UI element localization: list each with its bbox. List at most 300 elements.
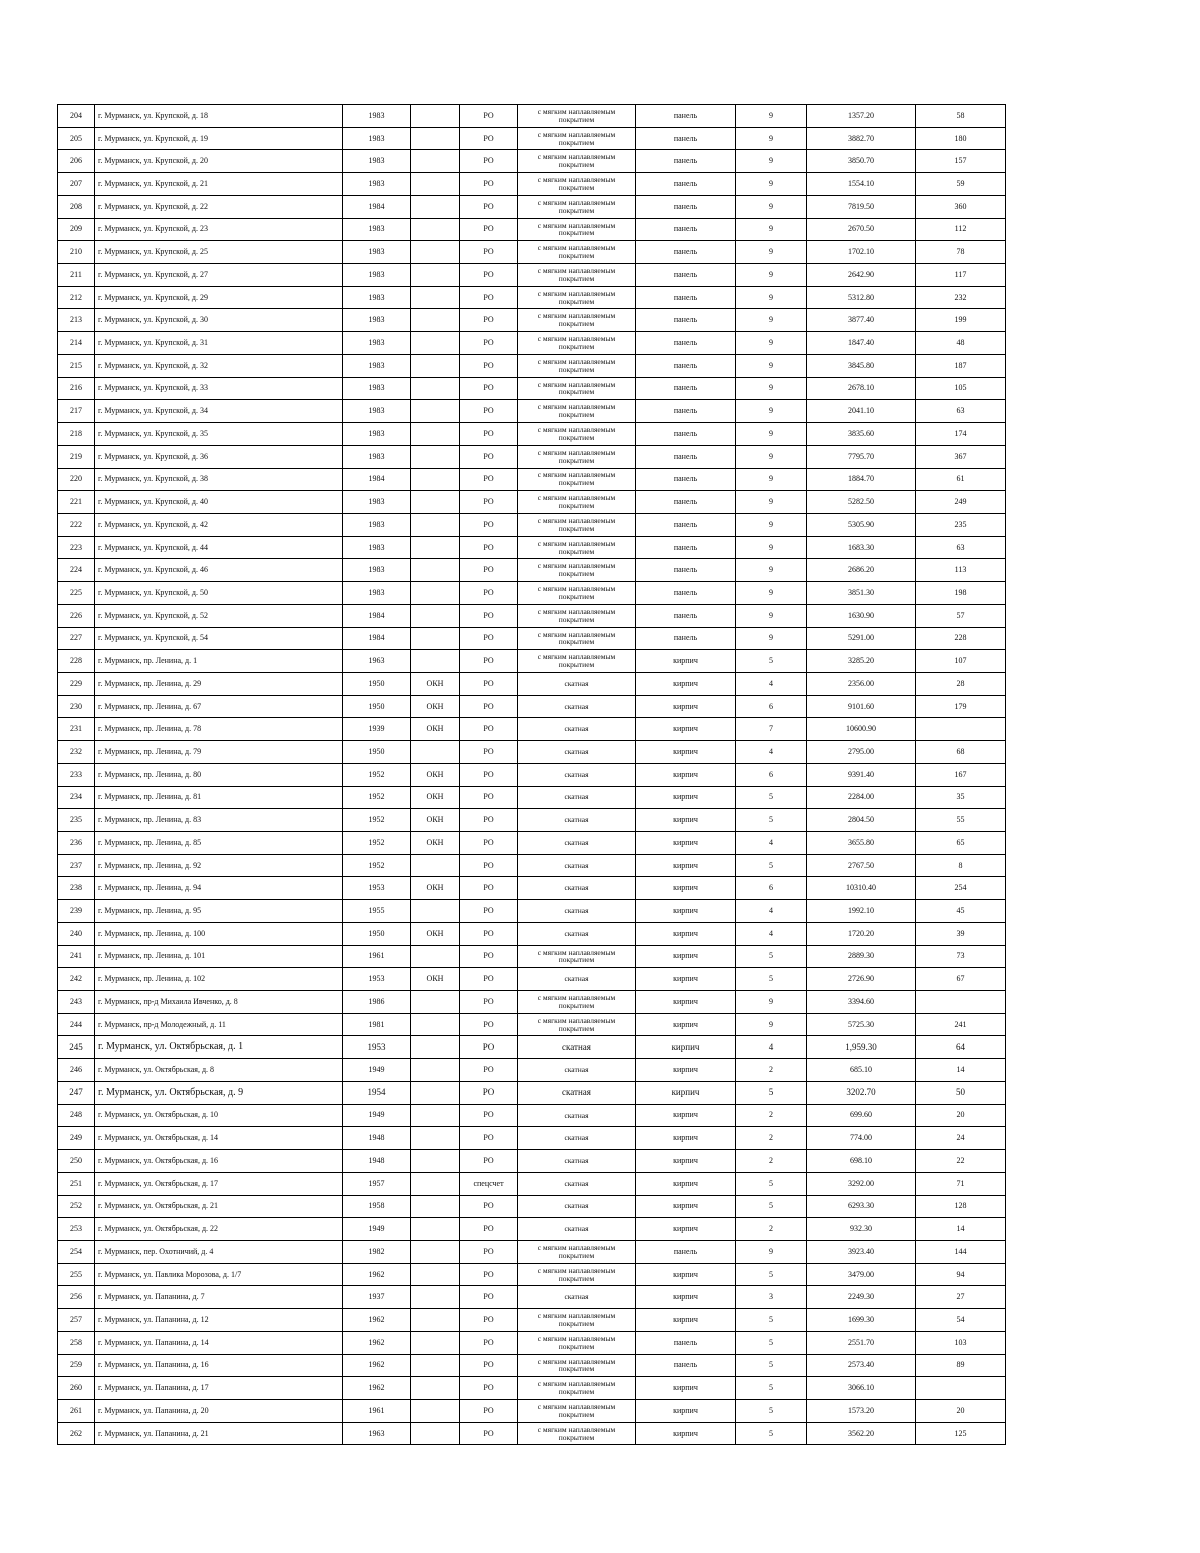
address-cell: г. Мурманск, ул. Крупской, д. 32 bbox=[95, 354, 343, 377]
floors-cell: 4 bbox=[736, 1036, 807, 1059]
fund-cell: РО bbox=[460, 286, 518, 309]
area-cell: 3835.60 bbox=[807, 423, 916, 446]
table-row bbox=[58, 377, 1006, 400]
roof-type-cell: скатная bbox=[518, 1286, 636, 1309]
area-cell: 1699.30 bbox=[807, 1309, 916, 1332]
roof-type-cell: скатная bbox=[518, 809, 636, 832]
address-cell: г. Мурманск, пр. Ленина, д. 78 bbox=[95, 718, 343, 741]
floors-cell: 5 bbox=[736, 650, 807, 673]
wall-material-cell: кирпич bbox=[636, 1286, 736, 1309]
roof-type-cell: скатная bbox=[518, 1150, 636, 1173]
table-row bbox=[58, 400, 1006, 423]
heritage-cell bbox=[411, 173, 460, 196]
address-cell: г. Мурманск, пр. Ленина, д. 101 bbox=[95, 945, 343, 968]
wall-material-cell: панель bbox=[636, 264, 736, 287]
residents-cell: 198 bbox=[916, 582, 1006, 605]
row-number-cell: 256 bbox=[58, 1286, 95, 1309]
year-cell: 1961 bbox=[343, 945, 411, 968]
row-number-cell: 239 bbox=[58, 900, 95, 923]
year-cell: 1983 bbox=[343, 309, 411, 332]
address-cell: г. Мурманск, ул. Крупской, д. 30 bbox=[95, 309, 343, 332]
floors-cell: 9 bbox=[736, 991, 807, 1014]
wall-material-cell: панель bbox=[636, 536, 736, 559]
wall-material-cell: панель bbox=[636, 150, 736, 173]
address-cell: г. Мурманск, ул. Крупской, д. 50 bbox=[95, 582, 343, 605]
row-number-cell: 236 bbox=[58, 832, 95, 855]
floors-cell: 9 bbox=[736, 377, 807, 400]
floors-cell: 9 bbox=[736, 218, 807, 241]
table-row bbox=[58, 150, 1006, 173]
year-cell: 1983 bbox=[343, 354, 411, 377]
heritage-cell bbox=[411, 945, 460, 968]
table-row bbox=[58, 513, 1006, 536]
residents-cell: 50 bbox=[916, 1081, 1006, 1104]
wall-material-cell: панель bbox=[636, 400, 736, 423]
wall-material-cell: кирпич bbox=[636, 718, 736, 741]
year-cell: 1949 bbox=[343, 1104, 411, 1127]
area-cell: 1720.20 bbox=[807, 922, 916, 945]
year-cell: 1983 bbox=[343, 536, 411, 559]
roof-type-cell: скатная bbox=[518, 900, 636, 923]
floors-cell: 9 bbox=[736, 241, 807, 264]
table-row bbox=[58, 218, 1006, 241]
area-cell: 5725.30 bbox=[807, 1013, 916, 1036]
address-cell: г. Мурманск, ул. Крупской, д. 44 bbox=[95, 536, 343, 559]
roof-type-cell: с мягким наплавляемым покрытием bbox=[518, 332, 636, 355]
table-row bbox=[58, 900, 1006, 923]
fund-cell: РО bbox=[460, 1081, 518, 1104]
roof-type-cell: с мягким наплавляемым покрытием bbox=[518, 1263, 636, 1286]
heritage-cell: ОКН bbox=[411, 786, 460, 809]
floors-cell: 9 bbox=[736, 332, 807, 355]
area-cell: 3851.30 bbox=[807, 582, 916, 605]
fund-cell: РО bbox=[460, 968, 518, 991]
year-cell: 1963 bbox=[343, 650, 411, 673]
row-number-cell: 205 bbox=[58, 127, 95, 150]
heritage-cell bbox=[411, 1377, 460, 1400]
roof-type-cell: скатная bbox=[518, 763, 636, 786]
address-cell: г. Мурманск, ул. Папанина, д. 16 bbox=[95, 1354, 343, 1377]
residents-cell: 54 bbox=[916, 1309, 1006, 1332]
roof-type-cell: с мягким наплавляемым покрытием bbox=[518, 559, 636, 582]
row-number-cell: 224 bbox=[58, 559, 95, 582]
area-cell: 3292.00 bbox=[807, 1172, 916, 1195]
wall-material-cell: кирпич bbox=[636, 1059, 736, 1082]
wall-material-cell: кирпич bbox=[636, 650, 736, 673]
table-row bbox=[58, 1399, 1006, 1422]
fund-cell: РО bbox=[460, 1036, 518, 1059]
floors-cell: 5 bbox=[736, 1081, 807, 1104]
roof-type-cell: скатная bbox=[518, 854, 636, 877]
row-number-cell: 212 bbox=[58, 286, 95, 309]
fund-cell: РО bbox=[460, 264, 518, 287]
row-number-cell: 240 bbox=[58, 922, 95, 945]
wall-material-cell: кирпич bbox=[636, 1195, 736, 1218]
residents-cell: 157 bbox=[916, 150, 1006, 173]
fund-cell: РО bbox=[460, 1399, 518, 1422]
residents-cell: 68 bbox=[916, 741, 1006, 764]
residents-cell: 199 bbox=[916, 309, 1006, 332]
address-cell: г. Мурманск, ул. Папанина, д. 20 bbox=[95, 1399, 343, 1422]
wall-material-cell: панель bbox=[636, 173, 736, 196]
floors-cell: 5 bbox=[736, 809, 807, 832]
address-cell: г. Мурманск, ул. Крупской, д. 20 bbox=[95, 150, 343, 173]
address-cell: г. Мурманск, ул. Крупской, д. 38 bbox=[95, 468, 343, 491]
heritage-cell bbox=[411, 1104, 460, 1127]
floors-cell: 5 bbox=[736, 854, 807, 877]
area-cell: 2284.00 bbox=[807, 786, 916, 809]
floors-cell: 9 bbox=[736, 513, 807, 536]
fund-cell: РО bbox=[460, 354, 518, 377]
wall-material-cell: панель bbox=[636, 559, 736, 582]
residents-cell: 235 bbox=[916, 513, 1006, 536]
heritage-cell bbox=[411, 309, 460, 332]
residents-cell: 73 bbox=[916, 945, 1006, 968]
year-cell: 1983 bbox=[343, 218, 411, 241]
area-cell: 2678.10 bbox=[807, 377, 916, 400]
floors-cell: 2 bbox=[736, 1127, 807, 1150]
residents-cell: 8 bbox=[916, 854, 1006, 877]
address-cell: г. Мурманск, ул. Крупской, д. 18 bbox=[95, 105, 343, 128]
roof-type-cell: скатная bbox=[518, 1218, 636, 1241]
fund-cell: РО bbox=[460, 423, 518, 446]
address-cell: г. Мурманск, ул. Крупской, д. 19 bbox=[95, 127, 343, 150]
fund-cell: РО bbox=[460, 741, 518, 764]
heritage-cell bbox=[411, 1399, 460, 1422]
floors-cell: 5 bbox=[736, 968, 807, 991]
roof-type-cell: с мягким наплавляемым покрытием bbox=[518, 423, 636, 446]
wall-material-cell: кирпич bbox=[636, 809, 736, 832]
year-cell: 1986 bbox=[343, 991, 411, 1014]
floors-cell: 5 bbox=[736, 786, 807, 809]
row-number-cell: 226 bbox=[58, 604, 95, 627]
fund-cell: РО bbox=[460, 1240, 518, 1263]
fund-cell: РО bbox=[460, 763, 518, 786]
year-cell: 1982 bbox=[343, 1240, 411, 1263]
row-number-cell: 218 bbox=[58, 423, 95, 446]
roof-type-cell: скатная bbox=[518, 1081, 636, 1104]
address-cell: г. Мурманск, ул. Октябрьская, д. 9 bbox=[95, 1081, 343, 1104]
heritage-cell: ОКН bbox=[411, 922, 460, 945]
fund-cell: РО bbox=[460, 627, 518, 650]
year-cell: 1984 bbox=[343, 627, 411, 650]
roof-type-cell: скатная bbox=[518, 741, 636, 764]
floors-cell: 4 bbox=[736, 900, 807, 923]
table-row bbox=[58, 536, 1006, 559]
residents-cell: 65 bbox=[916, 832, 1006, 855]
fund-cell: РО bbox=[460, 536, 518, 559]
heritage-cell bbox=[411, 1059, 460, 1082]
table-row bbox=[58, 1172, 1006, 1195]
heritage-cell bbox=[411, 559, 460, 582]
area-cell: 3285.20 bbox=[807, 650, 916, 673]
roof-type-cell: скатная bbox=[518, 1036, 636, 1059]
heritage-cell bbox=[411, 582, 460, 605]
year-cell: 1939 bbox=[343, 718, 411, 741]
table-row bbox=[58, 241, 1006, 264]
year-cell: 1937 bbox=[343, 1286, 411, 1309]
wall-material-cell: кирпич bbox=[636, 1081, 736, 1104]
wall-material-cell: панель bbox=[636, 582, 736, 605]
roof-type-cell: скатная bbox=[518, 1195, 636, 1218]
wall-material-cell: кирпич bbox=[636, 763, 736, 786]
area-cell: 2804.50 bbox=[807, 809, 916, 832]
wall-material-cell: кирпич bbox=[636, 945, 736, 968]
wall-material-cell: кирпич bbox=[636, 1150, 736, 1173]
wall-material-cell: панель bbox=[636, 286, 736, 309]
floors-cell: 9 bbox=[736, 309, 807, 332]
floors-cell: 5 bbox=[736, 1309, 807, 1332]
roof-type-cell: с мягким наплавляемым покрытием bbox=[518, 286, 636, 309]
row-number-cell: 262 bbox=[58, 1422, 95, 1445]
year-cell: 1953 bbox=[343, 877, 411, 900]
heritage-cell bbox=[411, 195, 460, 218]
floors-cell: 5 bbox=[736, 1422, 807, 1445]
table-row bbox=[58, 127, 1006, 150]
wall-material-cell: панель bbox=[636, 468, 736, 491]
year-cell: 1962 bbox=[343, 1377, 411, 1400]
roof-type-cell: скатная bbox=[518, 695, 636, 718]
area-cell: 2726.90 bbox=[807, 968, 916, 991]
table-row bbox=[58, 332, 1006, 355]
fund-cell: РО bbox=[460, 672, 518, 695]
row-number-cell: 234 bbox=[58, 786, 95, 809]
year-cell: 1983 bbox=[343, 332, 411, 355]
table-row bbox=[58, 1013, 1006, 1036]
area-cell: 5305.90 bbox=[807, 513, 916, 536]
roof-type-cell: с мягким наплавляемым покрытием bbox=[518, 1377, 636, 1400]
roof-type-cell: с мягким наплавляемым покрытием bbox=[518, 604, 636, 627]
year-cell: 1962 bbox=[343, 1354, 411, 1377]
row-number-cell: 223 bbox=[58, 536, 95, 559]
fund-cell: РО bbox=[460, 1309, 518, 1332]
row-number-cell: 247 bbox=[58, 1081, 95, 1104]
heritage-cell bbox=[411, 1240, 460, 1263]
residents-cell: 125 bbox=[916, 1422, 1006, 1445]
roof-type-cell: с мягким наплавляемым покрытием bbox=[518, 127, 636, 150]
row-number-cell: 229 bbox=[58, 672, 95, 695]
address-cell: г. Мурманск, ул. Октябрьская, д. 22 bbox=[95, 1218, 343, 1241]
table-row bbox=[58, 1150, 1006, 1173]
year-cell: 1983 bbox=[343, 423, 411, 446]
area-cell: 3655.80 bbox=[807, 832, 916, 855]
floors-cell: 9 bbox=[736, 582, 807, 605]
roof-type-cell: с мягким наплавляемым покрытием bbox=[518, 945, 636, 968]
fund-cell: РО bbox=[460, 1195, 518, 1218]
floors-cell: 2 bbox=[736, 1218, 807, 1241]
wall-material-cell: кирпич bbox=[636, 1013, 736, 1036]
residents-cell: 89 bbox=[916, 1354, 1006, 1377]
floors-cell: 9 bbox=[736, 173, 807, 196]
area-cell: 3394.60 bbox=[807, 991, 916, 1014]
row-number-cell: 214 bbox=[58, 332, 95, 355]
roof-type-cell: с мягким наплавляемым покрытием bbox=[518, 150, 636, 173]
fund-cell: РО bbox=[460, 877, 518, 900]
wall-material-cell: кирпич bbox=[636, 672, 736, 695]
wall-material-cell: кирпич bbox=[636, 900, 736, 923]
table-row bbox=[58, 354, 1006, 377]
year-cell: 1983 bbox=[343, 264, 411, 287]
table-row bbox=[58, 763, 1006, 786]
heritage-cell: ОКН bbox=[411, 763, 460, 786]
wall-material-cell: кирпич bbox=[636, 1422, 736, 1445]
row-number-cell: 243 bbox=[58, 991, 95, 1014]
address-cell: г. Мурманск, ул. Крупской, д. 52 bbox=[95, 604, 343, 627]
fund-cell: РО bbox=[460, 1127, 518, 1150]
heritage-cell bbox=[411, 536, 460, 559]
fund-cell: РО bbox=[460, 559, 518, 582]
address-cell: г. Мурманск, ул. Крупской, д. 54 bbox=[95, 627, 343, 650]
fund-cell: РО bbox=[460, 650, 518, 673]
area-cell: 1884.70 bbox=[807, 468, 916, 491]
area-cell: 1630.90 bbox=[807, 604, 916, 627]
wall-material-cell: панель bbox=[636, 354, 736, 377]
residents-cell: 55 bbox=[916, 809, 1006, 832]
floors-cell: 9 bbox=[736, 423, 807, 446]
fund-cell: РО bbox=[460, 377, 518, 400]
year-cell: 1983 bbox=[343, 241, 411, 264]
floors-cell: 5 bbox=[736, 1377, 807, 1400]
table-row bbox=[58, 1127, 1006, 1150]
heritage-cell bbox=[411, 1422, 460, 1445]
row-number-cell: 242 bbox=[58, 968, 95, 991]
residents-cell: 28 bbox=[916, 672, 1006, 695]
roof-type-cell: с мягким наплавляемым покрытием bbox=[518, 1013, 636, 1036]
area-cell: 1554.10 bbox=[807, 173, 916, 196]
area-cell: 3882.70 bbox=[807, 127, 916, 150]
fund-cell: РО bbox=[460, 854, 518, 877]
heritage-cell bbox=[411, 332, 460, 355]
row-number-cell: 244 bbox=[58, 1013, 95, 1036]
address-cell: г. Мурманск, пр. Ленина, д. 95 bbox=[95, 900, 343, 923]
year-cell: 1981 bbox=[343, 1013, 411, 1036]
residents-cell: 103 bbox=[916, 1331, 1006, 1354]
roof-type-cell: с мягким наплавляемым покрытием bbox=[518, 1354, 636, 1377]
area-cell: 1847.40 bbox=[807, 332, 916, 355]
area-cell: 2889.30 bbox=[807, 945, 916, 968]
year-cell: 1962 bbox=[343, 1331, 411, 1354]
heritage-cell: ОКН bbox=[411, 832, 460, 855]
residents-cell: 107 bbox=[916, 650, 1006, 673]
year-cell: 1983 bbox=[343, 400, 411, 423]
year-cell: 1984 bbox=[343, 468, 411, 491]
row-number-cell: 258 bbox=[58, 1331, 95, 1354]
area-cell: 2573.40 bbox=[807, 1354, 916, 1377]
wall-material-cell: панель bbox=[636, 1331, 736, 1354]
residents-cell: 144 bbox=[916, 1240, 1006, 1263]
heritage-cell bbox=[411, 1172, 460, 1195]
area-cell: 774.00 bbox=[807, 1127, 916, 1150]
floors-cell: 2 bbox=[736, 1150, 807, 1173]
table-row bbox=[58, 491, 1006, 514]
year-cell: 1952 bbox=[343, 763, 411, 786]
roof-type-cell: с мягким наплавляемым покрытием bbox=[518, 105, 636, 128]
address-cell: г. Мурманск, пр. Ленина, д. 100 bbox=[95, 922, 343, 945]
wall-material-cell: панель bbox=[636, 332, 736, 355]
table-row bbox=[58, 695, 1006, 718]
heritage-cell bbox=[411, 900, 460, 923]
area-cell: 2642.90 bbox=[807, 264, 916, 287]
residents-cell: 228 bbox=[916, 627, 1006, 650]
floors-cell: 9 bbox=[736, 127, 807, 150]
address-cell: г. Мурманск, ул. Октябрьская, д. 21 bbox=[95, 1195, 343, 1218]
area-cell: 3066.10 bbox=[807, 1377, 916, 1400]
row-number-cell: 235 bbox=[58, 809, 95, 832]
address-cell: г. Мурманск, ул. Папанина, д. 17 bbox=[95, 1377, 343, 1400]
table-row bbox=[58, 559, 1006, 582]
wall-material-cell: кирпич bbox=[636, 991, 736, 1014]
heritage-cell bbox=[411, 445, 460, 468]
area-cell: 3923.40 bbox=[807, 1240, 916, 1263]
year-cell: 1962 bbox=[343, 1263, 411, 1286]
year-cell: 1950 bbox=[343, 695, 411, 718]
year-cell: 1955 bbox=[343, 900, 411, 923]
residents-cell: 63 bbox=[916, 400, 1006, 423]
address-cell: г. Мурманск, ул. Октябрьская, д. 17 bbox=[95, 1172, 343, 1195]
fund-cell: РО bbox=[460, 127, 518, 150]
residents-cell: 113 bbox=[916, 559, 1006, 582]
floors-cell: 9 bbox=[736, 559, 807, 582]
fund-cell: РО bbox=[460, 400, 518, 423]
row-number-cell: 241 bbox=[58, 945, 95, 968]
address-cell: г. Мурманск, пр. Ленина, д. 79 bbox=[95, 741, 343, 764]
residents-cell: 112 bbox=[916, 218, 1006, 241]
residents-cell: 57 bbox=[916, 604, 1006, 627]
row-number-cell: 206 bbox=[58, 150, 95, 173]
row-number-cell: 257 bbox=[58, 1309, 95, 1332]
row-number-cell: 246 bbox=[58, 1059, 95, 1082]
address-cell: г. Мурманск, ул. Крупской, д. 29 bbox=[95, 286, 343, 309]
table-row bbox=[58, 741, 1006, 764]
fund-cell: РО bbox=[460, 1377, 518, 1400]
roof-type-cell: с мягким наплавляемым покрытием bbox=[518, 1240, 636, 1263]
roof-type-cell: с мягким наплавляемым покрытием bbox=[518, 1309, 636, 1332]
fund-cell: РО bbox=[460, 718, 518, 741]
table-row bbox=[58, 991, 1006, 1014]
heritage-cell bbox=[411, 491, 460, 514]
heritage-cell bbox=[411, 604, 460, 627]
address-cell: г. Мурманск, пр-д Молодежный, д. 11 bbox=[95, 1013, 343, 1036]
heritage-cell bbox=[411, 1195, 460, 1218]
fund-cell: РО bbox=[460, 991, 518, 1014]
wall-material-cell: кирпич bbox=[636, 1309, 736, 1332]
heritage-cell bbox=[411, 150, 460, 173]
wall-material-cell: панель bbox=[636, 127, 736, 150]
area-cell: 932.30 bbox=[807, 1218, 916, 1241]
residents-cell: 35 bbox=[916, 786, 1006, 809]
area-cell: 9391.40 bbox=[807, 763, 916, 786]
row-number-cell: 217 bbox=[58, 400, 95, 423]
heritage-cell: ОКН bbox=[411, 672, 460, 695]
heritage-cell: ОКН bbox=[411, 695, 460, 718]
residents-cell: 27 bbox=[916, 1286, 1006, 1309]
year-cell: 1952 bbox=[343, 809, 411, 832]
residents-cell: 61 bbox=[916, 468, 1006, 491]
heritage-cell bbox=[411, 400, 460, 423]
residents-cell: 14 bbox=[916, 1059, 1006, 1082]
roof-type-cell: скатная bbox=[518, 718, 636, 741]
wall-material-cell: кирпич bbox=[636, 1377, 736, 1400]
row-number-cell: 227 bbox=[58, 627, 95, 650]
year-cell: 1983 bbox=[343, 150, 411, 173]
roof-type-cell: с мягким наплавляемым покрытием bbox=[518, 241, 636, 264]
year-cell: 1984 bbox=[343, 195, 411, 218]
residents-cell: 117 bbox=[916, 264, 1006, 287]
heritage-cell bbox=[411, 105, 460, 128]
row-number-cell: 248 bbox=[58, 1104, 95, 1127]
row-number-cell: 207 bbox=[58, 173, 95, 196]
roof-type-cell: скатная bbox=[518, 786, 636, 809]
